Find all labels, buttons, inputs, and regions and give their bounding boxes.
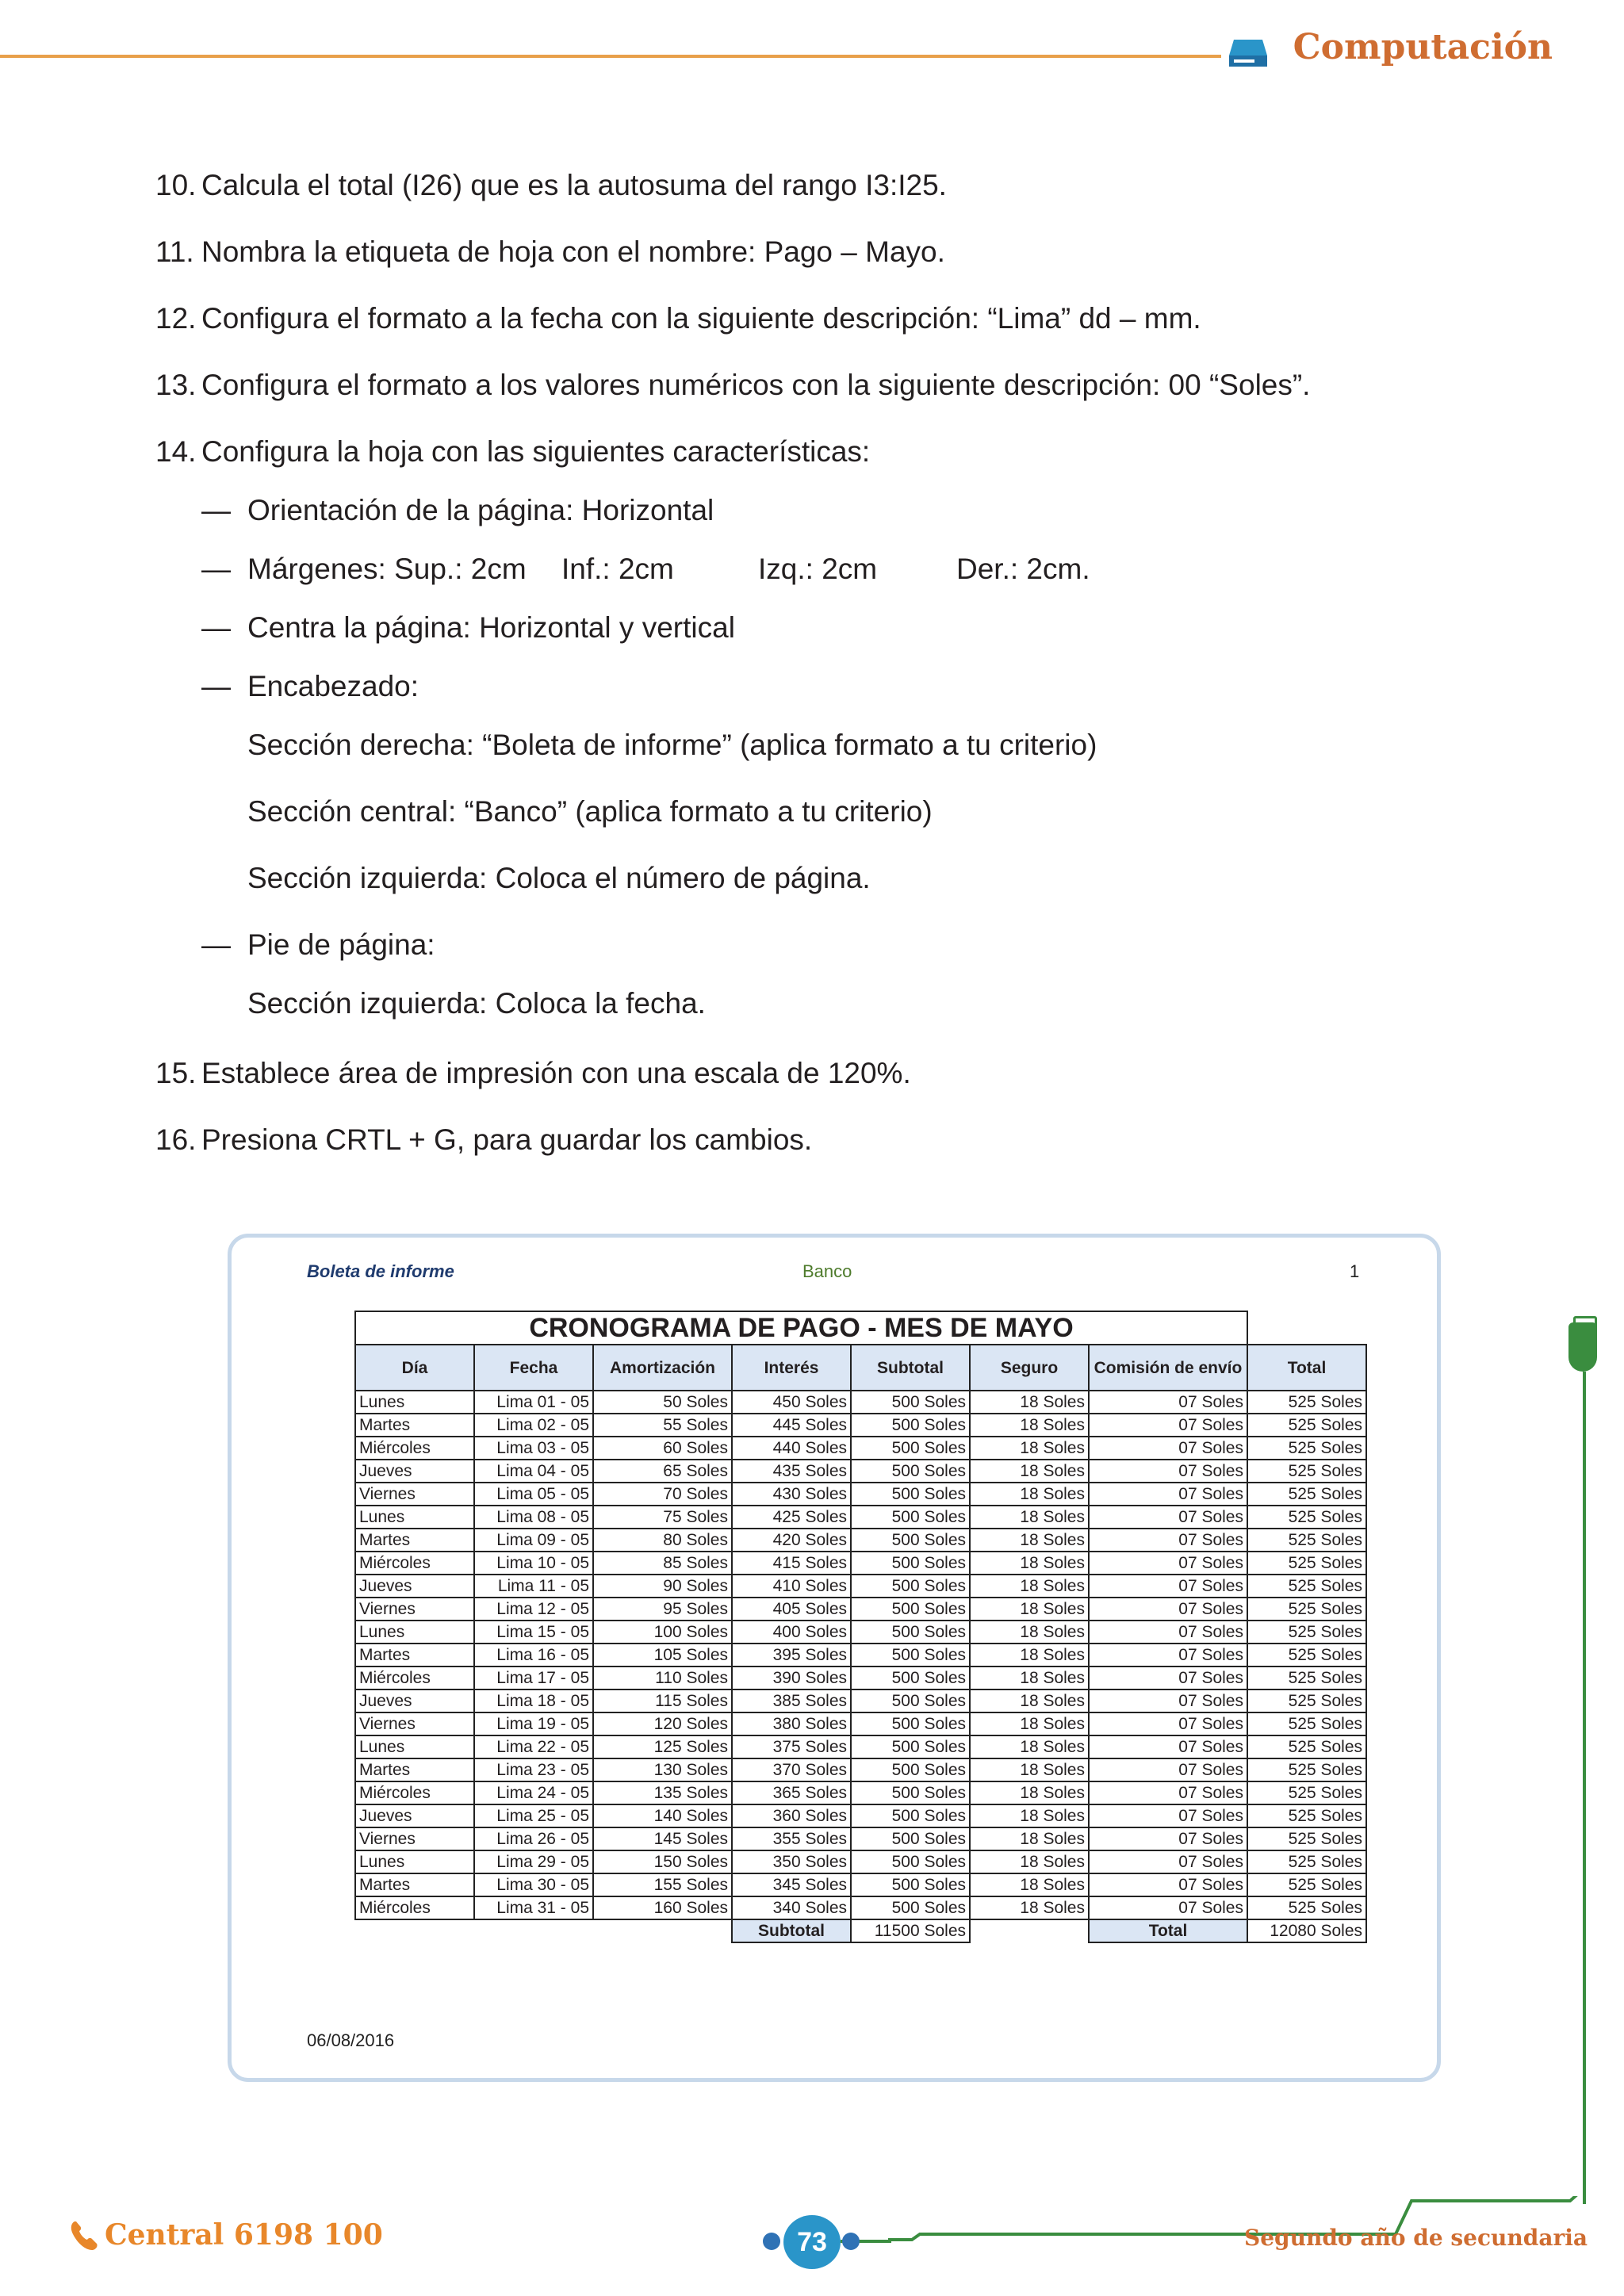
table-cell: Viernes: [355, 1712, 474, 1735]
table-cell: 380 Soles: [732, 1712, 851, 1735]
table-cell: 500 Soles: [851, 1712, 970, 1735]
table-cell: 500 Soles: [851, 1667, 970, 1689]
phone-icon: [68, 2218, 100, 2253]
print-preview-frame: [228, 1234, 1441, 2082]
dash-mark: —: [201, 611, 231, 644]
table-cell: 500 Soles: [851, 1460, 970, 1483]
table-row: [355, 1735, 1366, 1758]
table-cell: 18 Soles: [970, 1896, 1089, 1919]
table-row: [355, 1758, 1366, 1781]
table-cell: Lunes: [355, 1621, 474, 1644]
table-cell: 500 Soles: [851, 1758, 970, 1781]
instruction-15: [155, 1054, 1456, 1093]
table-cell: Lima 09 - 05: [474, 1529, 593, 1552]
table-cell: Lunes: [355, 1391, 474, 1414]
table-cell: 415 Soles: [732, 1552, 851, 1575]
sheet-page-number: 1: [1350, 1261, 1360, 1281]
table-cell: 07 Soles: [1089, 1506, 1247, 1529]
payment-schedule-table: [354, 1311, 1367, 1943]
instruction-16: [155, 1121, 1456, 1159]
table-cell: 150 Soles: [593, 1850, 732, 1873]
table-cell: 525 Soles: [1247, 1552, 1366, 1575]
table-cell: 525 Soles: [1247, 1391, 1366, 1414]
table-cell: Jueves: [355, 1460, 474, 1483]
table-cell: 525 Soles: [1247, 1414, 1366, 1437]
table-cell: 500 Soles: [851, 1506, 970, 1529]
table-cell: Miércoles: [355, 1896, 474, 1919]
table-cell: 18 Soles: [970, 1758, 1089, 1781]
table-cell: 345 Soles: [732, 1873, 851, 1896]
table-cell: Miércoles: [355, 1552, 474, 1575]
instruction-12: [155, 300, 1456, 338]
table-cell: 70 Soles: [593, 1483, 732, 1506]
table-cell: Lima 26 - 05: [474, 1827, 593, 1850]
table-row: [355, 1781, 1366, 1804]
table-cell: Lima 15 - 05: [474, 1621, 593, 1644]
table-cell: Lunes: [355, 1850, 474, 1873]
usb-cable: [1583, 1372, 1586, 2204]
table-cell: Martes: [355, 1414, 474, 1437]
table-cell: 500 Soles: [851, 1529, 970, 1552]
table-cell: 07 Soles: [1089, 1896, 1247, 1919]
table-cell: 18 Soles: [970, 1506, 1089, 1529]
table-cell: 60 Soles: [593, 1437, 732, 1460]
table-cell: 500 Soles: [851, 1644, 970, 1667]
instruction-number: 14.: [155, 435, 197, 468]
table-cell: 18 Soles: [970, 1575, 1089, 1598]
table-cell: 525 Soles: [1247, 1621, 1366, 1644]
margin-right: Der.: 2cm.: [956, 553, 1090, 585]
table-cell: Lunes: [355, 1506, 474, 1529]
table-row: [355, 1598, 1366, 1621]
page-dot-right: [842, 2233, 860, 2250]
table-cell: 160 Soles: [593, 1896, 732, 1919]
table-cell: 07 Soles: [1089, 1735, 1247, 1758]
table-cell: 395 Soles: [732, 1644, 851, 1667]
sheet-header-center: Banco: [802, 1261, 852, 1281]
table-cell: Miércoles: [355, 1781, 474, 1804]
table-cell: 390 Soles: [732, 1667, 851, 1689]
dash-mark: —: [201, 553, 231, 585]
sub-item-header: [155, 668, 1456, 706]
table-cell: 525 Soles: [1247, 1529, 1366, 1552]
table-cell: 18 Soles: [970, 1414, 1089, 1437]
column-header: Amortización: [593, 1345, 732, 1391]
table-cell: Jueves: [355, 1689, 474, 1712]
table-cell: 07 Soles: [1089, 1873, 1247, 1896]
table-cell: 135 Soles: [593, 1781, 732, 1804]
table-row: [355, 1621, 1366, 1644]
table-cell: 07 Soles: [1089, 1712, 1247, 1735]
table-cell: 430 Soles: [732, 1483, 851, 1506]
table-cell: Lima 25 - 05: [474, 1804, 593, 1827]
table-row: [355, 1414, 1366, 1437]
table-cell: 85 Soles: [593, 1552, 732, 1575]
column-header: Seguro: [970, 1345, 1089, 1391]
table-cell: Lima 16 - 05: [474, 1644, 593, 1667]
instruction-13: [155, 366, 1456, 404]
table-cell: Viernes: [355, 1598, 474, 1621]
central-phone: Central 6198 100: [105, 2218, 383, 2252]
table-row: [355, 1483, 1366, 1506]
title-row: [355, 1311, 1366, 1345]
table-cell: 18 Soles: [970, 1781, 1089, 1804]
table-cell: 370 Soles: [732, 1758, 851, 1781]
table-cell: 18 Soles: [970, 1460, 1089, 1483]
table-cell: 525 Soles: [1247, 1506, 1366, 1529]
table-cell: Lima 05 - 05: [474, 1483, 593, 1506]
table-row: [355, 1873, 1366, 1896]
sub-item-center: [155, 609, 1456, 647]
instruction-text: Configura el formato a la fecha con la siguiente descripción: “Lima” dd – mm.: [201, 302, 1201, 335]
table-cell: 385 Soles: [732, 1689, 851, 1712]
table-cell: 130 Soles: [593, 1758, 732, 1781]
instruction-14: [155, 433, 1456, 471]
table-cell: 525 Soles: [1247, 1850, 1366, 1873]
table-cell: 360 Soles: [732, 1804, 851, 1827]
table-cell: 525 Soles: [1247, 1873, 1366, 1896]
table-cell: 525 Soles: [1247, 1460, 1366, 1483]
table-cell: 525 Soles: [1247, 1437, 1366, 1460]
instruction-number: 16.: [155, 1123, 197, 1156]
sub-item-margins: [155, 550, 1456, 588]
instruction-number: 13.: [155, 369, 197, 401]
page-header-title: Computación: [1293, 27, 1553, 67]
sub-item-text: Encabezado:: [247, 670, 419, 702]
table-cell: 07 Soles: [1089, 1391, 1247, 1414]
section-right: Sección derecha: “Boleta de informe” (aplica formato a tu criterio): [247, 729, 1097, 761]
table-row: [355, 1827, 1366, 1850]
table-row: [355, 1667, 1366, 1689]
table-cell: 500 Soles: [851, 1552, 970, 1575]
table-cell: 145 Soles: [593, 1827, 732, 1850]
table-cell: Lima 24 - 05: [474, 1781, 593, 1804]
table-cell: Martes: [355, 1529, 474, 1552]
table-cell: Martes: [355, 1644, 474, 1667]
subtotal-label: Subtotal: [732, 1919, 851, 1942]
table-cell: 525 Soles: [1247, 1896, 1366, 1919]
instruction-text: Presiona CRTL + G, para guardar los cambios.: [201, 1123, 813, 1156]
table-row: [355, 1896, 1366, 1919]
table-cell: 07 Soles: [1089, 1804, 1247, 1827]
table-cell: Lima 30 - 05: [474, 1873, 593, 1896]
sheet-header-left: Boleta de informe: [307, 1261, 454, 1281]
margin-left: Izq.: 2cm: [758, 553, 878, 585]
table-cell: 525 Soles: [1247, 1689, 1366, 1712]
instruction-number: 10.: [155, 169, 197, 201]
table-row: [355, 1460, 1366, 1483]
table-cell: Viernes: [355, 1827, 474, 1850]
table-cell: 500 Soles: [851, 1437, 970, 1460]
table-cell: 375 Soles: [732, 1735, 851, 1758]
dash-mark: —: [201, 494, 231, 526]
table-cell: 80 Soles: [593, 1529, 732, 1552]
instructions-list: [155, 166, 1456, 1188]
sub-item-text: Orientación de la página: Horizontal: [247, 494, 714, 526]
table-cell: 110 Soles: [593, 1667, 732, 1689]
table-cell: 18 Soles: [970, 1598, 1089, 1621]
table-cell: 07 Soles: [1089, 1827, 1247, 1850]
sheet-footer-date: 06/08/2016: [307, 2030, 395, 2050]
section-left-footer: Sección izquierda: Coloca la fecha.: [247, 987, 706, 1020]
table-cell: 07 Soles: [1089, 1667, 1247, 1689]
table-cell: 525 Soles: [1247, 1804, 1366, 1827]
table-cell: 100 Soles: [593, 1621, 732, 1644]
table-cell: 18 Soles: [970, 1804, 1089, 1827]
table-cell: 18 Soles: [970, 1644, 1089, 1667]
table-cell: 420 Soles: [732, 1529, 851, 1552]
table-cell: 140 Soles: [593, 1804, 732, 1827]
table-cell: Lima 17 - 05: [474, 1667, 593, 1689]
table-cell: 07 Soles: [1089, 1850, 1247, 1873]
table-cell: Lima 31 - 05: [474, 1896, 593, 1919]
table-cell: 18 Soles: [970, 1689, 1089, 1712]
table-cell: 440 Soles: [732, 1437, 851, 1460]
table-cell: 500 Soles: [851, 1689, 970, 1712]
table-cell: Lima 18 - 05: [474, 1689, 593, 1712]
table-cell: 500 Soles: [851, 1873, 970, 1896]
table-cell: 410 Soles: [732, 1575, 851, 1598]
table-cell: 07 Soles: [1089, 1483, 1247, 1506]
table-row: [355, 1689, 1366, 1712]
table-cell: 07 Soles: [1089, 1644, 1247, 1667]
table-row: [355, 1529, 1366, 1552]
table-cell: Lima 12 - 05: [474, 1598, 593, 1621]
column-header: Día: [355, 1345, 474, 1391]
table-cell: 18 Soles: [970, 1483, 1089, 1506]
margin-top: Márgenes: Sup.: 2cm: [247, 553, 527, 585]
instruction-11: [155, 233, 1456, 271]
instruction-number: 11.: [155, 235, 194, 268]
table-cell: 07 Soles: [1089, 1552, 1247, 1575]
table-cell: 07 Soles: [1089, 1414, 1247, 1437]
table-cell: 500 Soles: [851, 1391, 970, 1414]
table-cell: 18 Soles: [970, 1391, 1089, 1414]
table-cell: 18 Soles: [970, 1621, 1089, 1644]
column-header: Comisión de envío: [1089, 1345, 1247, 1391]
table-cell: Lima 01 - 05: [474, 1391, 593, 1414]
table-cell: Martes: [355, 1873, 474, 1896]
table-cell: 115 Soles: [593, 1689, 732, 1712]
table-row: [355, 1552, 1366, 1575]
table-cell: 405 Soles: [732, 1598, 851, 1621]
table-row: [355, 1850, 1366, 1873]
page-dot-left: [763, 2233, 780, 2250]
table-cell: 18 Soles: [970, 1712, 1089, 1735]
table-cell: 07 Soles: [1089, 1575, 1247, 1598]
table-cell: 18 Soles: [970, 1529, 1089, 1552]
instruction-text: Configura el formato a los valores numéricos con la siguiente descripción: 00 “Soles”.: [201, 369, 1311, 401]
table-cell: 525 Soles: [1247, 1758, 1366, 1781]
table-cell: 18 Soles: [970, 1437, 1089, 1460]
table-row: [355, 1804, 1366, 1827]
table-cell: 90 Soles: [593, 1575, 732, 1598]
table-cell: Viernes: [355, 1483, 474, 1506]
total-value: 12080 Soles: [1247, 1919, 1366, 1942]
table-cell: 525 Soles: [1247, 1598, 1366, 1621]
table-cell: Jueves: [355, 1804, 474, 1827]
table-title: CRONOGRAMA DE PAGO - MES DE MAYO: [355, 1311, 1247, 1345]
usb-plug: [1568, 1322, 1597, 1372]
table-cell: Lima 10 - 05: [474, 1552, 593, 1575]
table-cell: 340 Soles: [732, 1896, 851, 1919]
table-cell: 525 Soles: [1247, 1827, 1366, 1850]
table-cell: 525 Soles: [1247, 1781, 1366, 1804]
table-cell: Lima 23 - 05: [474, 1758, 593, 1781]
table-cell: 525 Soles: [1247, 1483, 1366, 1506]
table-body: [355, 1391, 1366, 1919]
instruction-text: Establece área de impresión con una escala de 120%.: [201, 1057, 911, 1089]
table-cell: 65 Soles: [593, 1460, 732, 1483]
table-cell: Lima 19 - 05: [474, 1712, 593, 1735]
table-cell: 500 Soles: [851, 1804, 970, 1827]
table-cell: 525 Soles: [1247, 1575, 1366, 1598]
instruction-text: Nombra la etiqueta de hoja con el nombre: Pago – Mayo.: [201, 235, 945, 268]
table-cell: 500 Soles: [851, 1598, 970, 1621]
table-cell: 500 Soles: [851, 1827, 970, 1850]
table-cell: 500 Soles: [851, 1850, 970, 1873]
table-cell: 155 Soles: [593, 1873, 732, 1896]
sub-item-text: Pie de página:: [247, 928, 435, 961]
table-cell: 120 Soles: [593, 1712, 732, 1735]
instruction-number: 12.: [155, 302, 197, 335]
table-cell: Lima 02 - 05: [474, 1414, 593, 1437]
instruction-text: Calcula el total (I26) que es la autosuma del rango I3:I25.: [201, 169, 947, 201]
table-row: [355, 1506, 1366, 1529]
table-cell: 525 Soles: [1247, 1667, 1366, 1689]
table-row: [355, 1575, 1366, 1598]
table-cell: 525 Soles: [1247, 1712, 1366, 1735]
table-cell: Lima 03 - 05: [474, 1437, 593, 1460]
dash-mark: —: [201, 670, 231, 702]
totals-row: [355, 1919, 1366, 1942]
table-cell: 07 Soles: [1089, 1621, 1247, 1644]
instruction-text: Configura la hoja con las siguientes características:: [201, 435, 871, 468]
table-cell: 435 Soles: [732, 1460, 851, 1483]
table-cell: 500 Soles: [851, 1414, 970, 1437]
table-cell: 07 Soles: [1089, 1437, 1247, 1460]
table-cell: Lima 04 - 05: [474, 1460, 593, 1483]
table-cell: 365 Soles: [732, 1781, 851, 1804]
table-cell: 18 Soles: [970, 1667, 1089, 1689]
total-label: Total: [1089, 1919, 1247, 1942]
table-cell: 18 Soles: [970, 1850, 1089, 1873]
table-cell: Martes: [355, 1758, 474, 1781]
table-cell: 07 Soles: [1089, 1460, 1247, 1483]
subtotal-value: 11500 Soles: [851, 1919, 970, 1942]
table-cell: 07 Soles: [1089, 1758, 1247, 1781]
header-rule: [0, 55, 1221, 58]
table-cell: 07 Soles: [1089, 1529, 1247, 1552]
table-cell: Lima 08 - 05: [474, 1506, 593, 1529]
table-row: [355, 1391, 1366, 1414]
table-row: [355, 1437, 1366, 1460]
table-cell: Lima 11 - 05: [474, 1575, 593, 1598]
column-header: Subtotal: [851, 1345, 970, 1391]
table-cell: Miércoles: [355, 1667, 474, 1689]
table-cell: 07 Soles: [1089, 1781, 1247, 1804]
table-cell: Lima 29 - 05: [474, 1850, 593, 1873]
table-cell: 50 Soles: [593, 1391, 732, 1414]
table-cell: 55 Soles: [593, 1414, 732, 1437]
table-cell: 500 Soles: [851, 1735, 970, 1758]
table-cell: 500 Soles: [851, 1781, 970, 1804]
instruction-10: [155, 166, 1456, 205]
sub-item-text: Centra la página: Horizontal y vertical: [247, 611, 735, 644]
table-cell: 95 Soles: [593, 1598, 732, 1621]
table-cell: 18 Soles: [970, 1735, 1089, 1758]
table-cell: 500 Soles: [851, 1483, 970, 1506]
table-cell: Lunes: [355, 1735, 474, 1758]
column-header: Interés: [732, 1345, 851, 1391]
table-cell: 07 Soles: [1089, 1689, 1247, 1712]
table-cell: 18 Soles: [970, 1827, 1089, 1850]
sub-item-orientation: [155, 492, 1456, 530]
table-cell: 18 Soles: [970, 1552, 1089, 1575]
table-cell: 445 Soles: [732, 1414, 851, 1437]
table-cell: 525 Soles: [1247, 1644, 1366, 1667]
section-center: Sección central: “Banco” (aplica formato a tu criterio): [247, 795, 933, 828]
table-row: [355, 1712, 1366, 1735]
dash-mark: —: [201, 928, 231, 961]
table-cell: 400 Soles: [732, 1621, 851, 1644]
title-spacer: [1247, 1311, 1366, 1345]
table-cell: Miércoles: [355, 1437, 474, 1460]
column-header-row: [355, 1345, 1366, 1391]
table-cell: 75 Soles: [593, 1506, 732, 1529]
table-cell: 500 Soles: [851, 1575, 970, 1598]
sub-item-footer: [155, 926, 1456, 964]
column-header: Total: [1247, 1345, 1366, 1391]
table-cell: 105 Soles: [593, 1644, 732, 1667]
grade-label: Segundo año de secundaria: [1244, 2225, 1588, 2251]
table-cell: 355 Soles: [732, 1827, 851, 1850]
table-cell: 125 Soles: [593, 1735, 732, 1758]
table-cell: 525 Soles: [1247, 1735, 1366, 1758]
table-cell: 500 Soles: [851, 1896, 970, 1919]
column-header: Fecha: [474, 1345, 593, 1391]
table-cell: 18 Soles: [970, 1873, 1089, 1896]
table-cell: 350 Soles: [732, 1850, 851, 1873]
table-row: [355, 1644, 1366, 1667]
table-cell: 07 Soles: [1089, 1598, 1247, 1621]
table-cell: 450 Soles: [732, 1391, 851, 1414]
instruction-number: 15.: [155, 1057, 197, 1089]
section-left: Sección izquierda: Coloca el número de página.: [247, 862, 871, 894]
table-cell: Jueves: [355, 1575, 474, 1598]
table-cell: Lima 22 - 05: [474, 1735, 593, 1758]
page-number: 73: [783, 2215, 841, 2269]
hard-drive-icon: [1228, 36, 1269, 71]
table-cell: 500 Soles: [851, 1621, 970, 1644]
margin-bottom: Inf.: 2cm: [561, 553, 674, 585]
table-cell: 425 Soles: [732, 1506, 851, 1529]
